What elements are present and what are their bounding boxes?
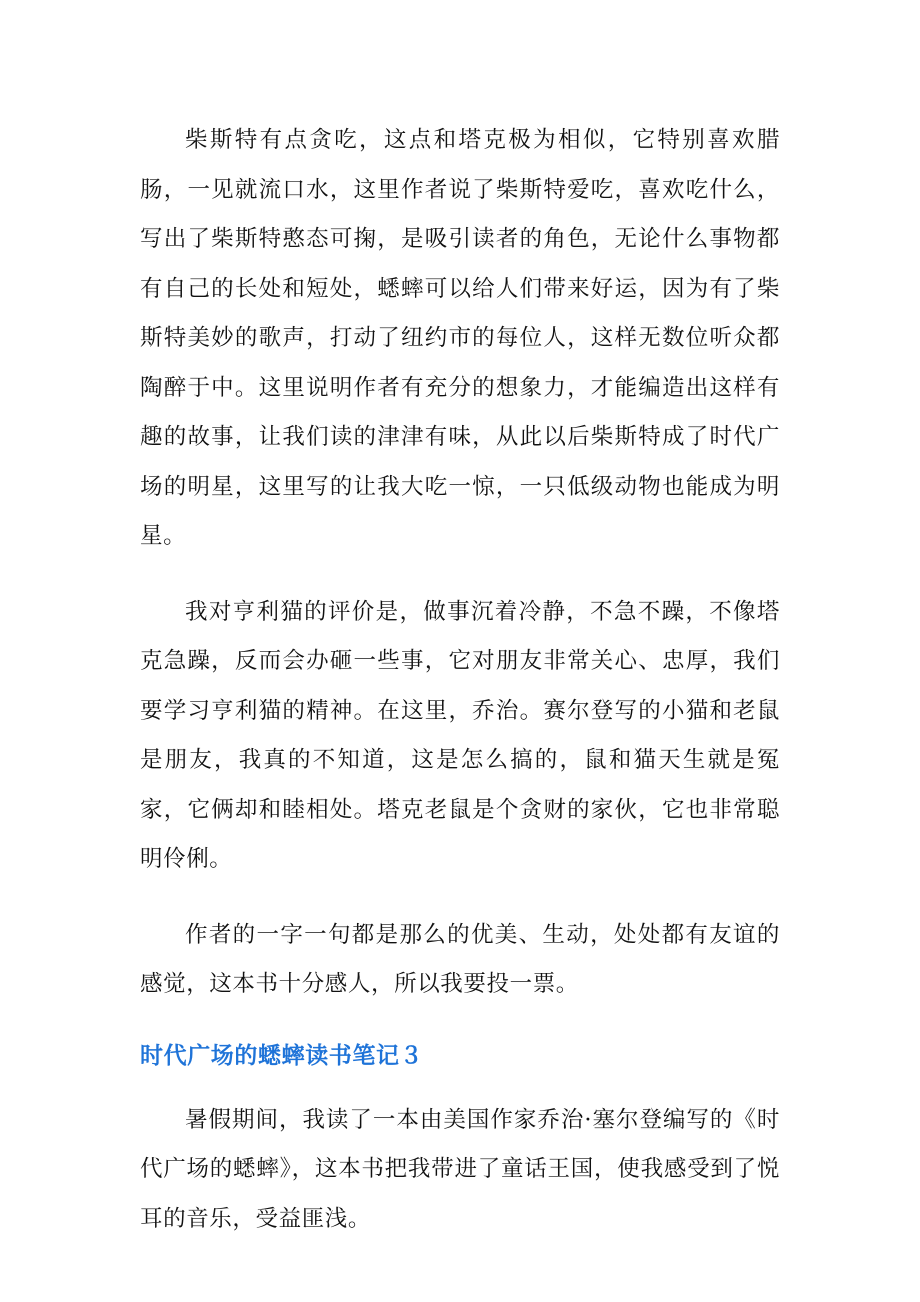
paragraph-summer-reading: 暑假期间，我读了一本由美国作家乔治·塞尔登编写的《时代广场的蟋蟀》，这本书把我带进了童话王国，使我感受到了悦耳的音乐，受益匪浅。 (140, 1106, 780, 1232)
paragraph-chester: 柴斯特有点贪吃，这点和塔克极为相似，它特别喜欢腊肠，一见就流口水，这里作者说了柴斯特爱吃，喜欢吃什么，写出了柴斯特憨态可掬，是吸引读者的角色，无论什么事物都有自己的长处和短处，蟋蟀可以给人们带来好运，因为有了柴斯特美妙的歌声，打动了纽约市的每位人，这样无数位听众都陶醉于中。这里说明作者有充分的想象力，才能编造出这样有趣的故事，让我们读的津津有味，从此以后柴斯特成了时代广场的明星，这里写的让我大吃一惊，一只低级动物也能成为明星。 (140, 127, 780, 549)
paragraph-henry-cat: 我对亨利猫的评价是，做事沉着冷静，不急不躁，不像塔克急躁，反而会办砸一些事，它对朋友非常关心、忠厚，我们要学习亨利猫的精神。在这里，乔治。赛尔登写的小猫和老鼠是朋友，我真的不知道，这是怎么搞的，鼠和猫天生就是冤家，它俩却和睦相处。塔克老鼠是个贪财的家伙，它也非常聪明伶俐。 (140, 598, 780, 872)
section-heading: 时代广场的蟋蟀读书笔记３ (140, 1041, 424, 1069)
document-page (140, 116, 780, 1270)
paragraph-author-praise: 作者的一字一句都是那么的优美、生动，处处都有友谊的感觉，这本书十分感人，所以我要投一票。 (140, 921, 780, 997)
